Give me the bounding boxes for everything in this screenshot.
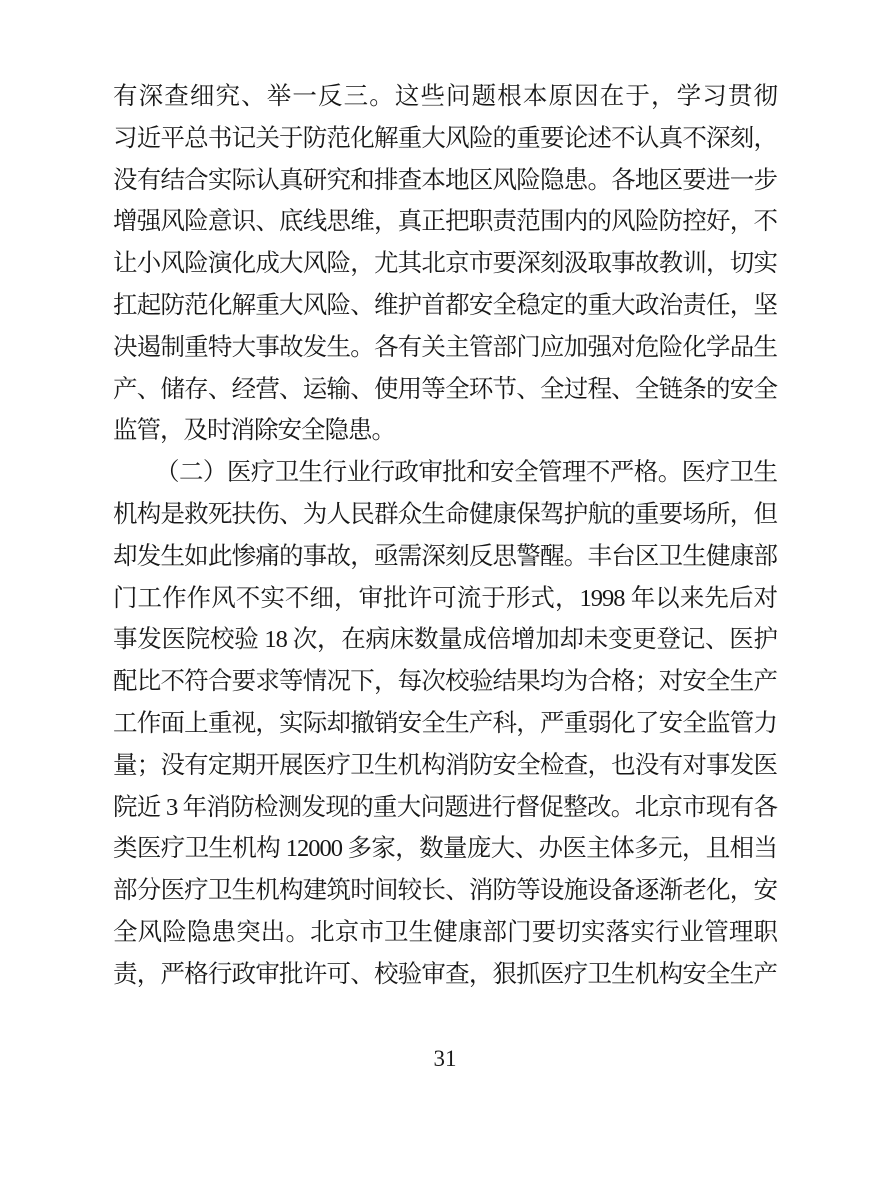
text-line: 责，严格行政审批许可、校验审查，狠抓医疗卫生机构安全生产 xyxy=(113,960,777,988)
paragraph-section-two-medical-health xyxy=(113,452,777,995)
paragraph-risk-prevention-continuation xyxy=(113,76,777,452)
text-line: 全风险隐患突出。北京市卫生健康部门要切实落实行业管理职 xyxy=(113,918,777,946)
text-line: 门工作作风不实不细，审批许可流于形式，1998 年以来先后对 xyxy=(113,584,777,612)
text-line: （二）医疗卫生行业行政审批和安全管理不严格。医疗卫生 xyxy=(155,459,777,487)
text-line: 习近平总书记关于防范化解重大风险的重要论述不认真不深刻， xyxy=(113,124,777,152)
text-line: 工作面上重视，实际却撤销安全生产科，严重弱化了安全监管力 xyxy=(113,709,777,737)
text-line: 院近 3 年消防检测发现的重大问题进行督促整改。北京市现有各 xyxy=(113,793,777,821)
text-line: 增强风险意识、底线思维，真正把职责范围内的风险防控好，不 xyxy=(113,208,777,236)
text-line: 产、储存、经营、运输、使用等全环节、全过程、全链条的安全 xyxy=(113,375,777,403)
text-line: 有深查细究、举一反三。这些问题根本原因在于，学习贯彻 xyxy=(113,83,777,110)
text-line: 量；没有定期开展医疗卫生机构消防安全检查，也没有对事发医 xyxy=(113,751,777,779)
text-line: 扛起防范化解重大风险、维护首都安全稳定的重大政治责任，坚 xyxy=(113,291,777,319)
text-line: 监管，及时消除安全隐患。 xyxy=(113,417,395,445)
text-line: 部分医疗卫生机构建筑时间较长、消防等设施设备逐渐老化，安 xyxy=(113,877,777,905)
text-block xyxy=(113,76,777,996)
page-number: 31 xyxy=(433,1046,457,1071)
text-line: 配比不符合要求等情况下，每次校验结果均为合格；对安全生产 xyxy=(113,668,777,696)
text-line: 决遏制重特大事故发生。各有关主管部门应加强对危险化学品生 xyxy=(113,333,777,361)
text-line: 没有结合实际认真研究和排查本地区风险隐患。各地区要进一步 xyxy=(113,166,777,194)
text-line: 却发生如此惨痛的事故，亟需深刻反思警醒。丰台区卫生健康部 xyxy=(113,542,777,570)
text-line: 机构是救死扶伤、为人民群众生命健康保驾护航的重要场所，但 xyxy=(113,500,777,528)
text-line: 事发医院校验 18 次，在病床数量成倍增加却未变更登记、医护 xyxy=(113,626,777,654)
text-line: 类医疗卫生机构 12000 多家，数量庞大、办医主体多元，且相当 xyxy=(113,835,777,863)
text-line: 让小风险演化成大风险，尤其北京市要深刻汲取事故教训，切实 xyxy=(113,250,777,278)
